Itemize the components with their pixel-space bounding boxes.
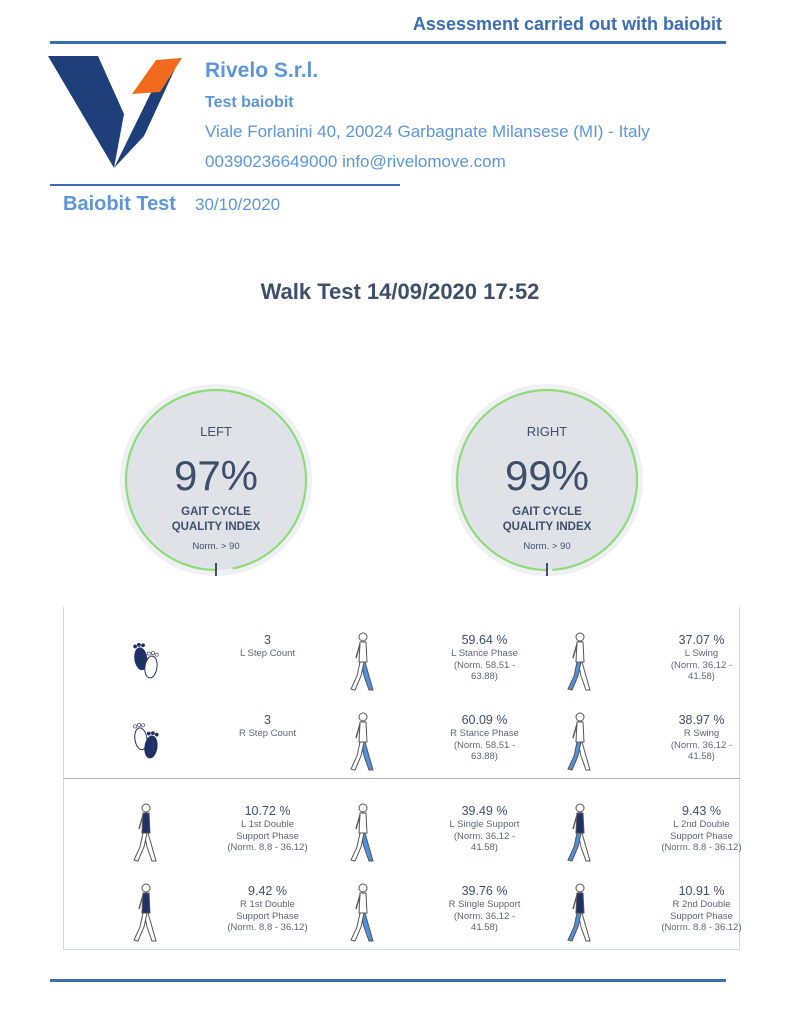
metric-text: [644, 803, 759, 854]
metric-text: [427, 712, 542, 763]
right-gauge: [449, 382, 645, 578]
company-logo: [48, 56, 182, 172]
company-contact: 00390236649000 info@rivelomove.com: [205, 152, 506, 171]
metric-value: 10.91 %: [678, 884, 725, 898]
metric-label: R Swing (Norm. 36.12 - 41.58): [670, 728, 733, 762]
metric-cell: [345, 712, 565, 784]
metric-cell: [345, 883, 565, 955]
metric-value: 3: [264, 713, 271, 727]
metric-text: [644, 712, 759, 763]
metric-cell: [345, 632, 565, 704]
company-address: Viale Forlanini 40, 20024 Garbagnate Milansese (MI) - Italy: [205, 122, 650, 141]
metric-cell: [128, 712, 348, 784]
left-gauge-value: 97%: [173, 452, 259, 499]
metric-text: [210, 883, 325, 934]
metric-value: 39.76 %: [461, 884, 508, 898]
metric-cell: [562, 712, 782, 784]
metric-text: [427, 883, 542, 934]
walking-figure-double-support-icon: [128, 883, 164, 945]
metric-label: R Single Support (Norm. 36.12 - 41.58): [448, 899, 521, 933]
metric-value: 10.72 %: [244, 804, 291, 818]
metric-value: 9.43 %: [682, 804, 721, 818]
right-gauge-label-line1: GAIT CYCLE: [512, 506, 582, 518]
metric-value: 59.64 %: [461, 633, 508, 647]
metric-cell: [562, 883, 782, 955]
report-header-title: Assessment carried out with baiobit: [412, 14, 722, 34]
metric-text: [210, 803, 325, 854]
metric-cell: [128, 803, 348, 875]
right-gauge-label-line2: QUALITY INDEX: [502, 521, 592, 533]
metric-label: R Stance Phase (Norm. 58.51 - 63.88): [450, 728, 519, 762]
left-gauge-label-line2: QUALITY INDEX: [171, 521, 261, 533]
right-gauge-value: 99%: [504, 452, 590, 499]
footprints-right-icon: [128, 712, 164, 774]
right-gauge-side: RIGHT: [526, 424, 568, 439]
metric-value: 9.42 %: [248, 884, 287, 898]
walking-figure-double-support-icon: [562, 803, 598, 865]
metric-cell: [128, 632, 348, 704]
metric-value: 3: [264, 633, 271, 647]
left-gauge-label-line1: GAIT CYCLE: [181, 506, 251, 518]
metric-label: L 1st Double Support Phase (Norm. 8.8 - 36.12): [227, 819, 308, 853]
metric-text: [427, 632, 542, 683]
metric-text: [427, 803, 542, 854]
walking-figure-swing-right-icon: [562, 712, 598, 774]
left-gauge: [118, 382, 314, 578]
metric-label: L Swing (Norm. 36.12 - 41.58): [670, 648, 733, 682]
left-gauge-norm: Norm. > 90: [192, 541, 240, 552]
walking-figure-swing-left-icon: [562, 632, 598, 694]
metric-label: R Step Count: [238, 728, 297, 739]
header-divider: [50, 41, 726, 44]
walking-figure-double-support-icon: [128, 803, 164, 865]
footprints-left-icon: [128, 632, 164, 694]
metric-label: L Stance Phase (Norm. 58.51 - 63.88): [451, 648, 518, 682]
metric-text: [210, 712, 325, 740]
metric-cell: [562, 803, 782, 875]
walking-figure-single-support-icon: [345, 883, 381, 945]
metric-text: [644, 632, 759, 683]
metric-cell: [128, 883, 348, 955]
right-gauge-norm: Norm. > 90: [523, 541, 571, 552]
test-label: Baiobit Test: [63, 193, 176, 215]
info-divider: [50, 184, 400, 186]
metric-value: 37.07 %: [678, 633, 725, 647]
company-name: Rivelo S.r.l.: [205, 59, 319, 82]
metric-label: R 1st Double Support Phase (Norm. 8.8 - 36.12): [227, 899, 308, 933]
metric-label: L Step Count: [239, 648, 296, 659]
test-date: 30/10/2020: [195, 195, 281, 214]
company-subtitle: Test baiobit: [205, 94, 294, 111]
left-gauge-side: LEFT: [200, 424, 232, 439]
metric-text: [644, 883, 759, 934]
metric-label: R 2nd Double Support Phase (Norm. 8.8 - 36.12): [661, 899, 742, 933]
metric-value: 60.09 %: [461, 713, 508, 727]
metric-cell: [345, 803, 565, 875]
metric-cell: [562, 632, 782, 704]
metric-value: 39.49 %: [461, 804, 508, 818]
footer-divider: [50, 979, 726, 982]
walking-figure-single-support-icon: [345, 803, 381, 865]
metric-value: 38.97 %: [678, 713, 725, 727]
metric-label: L Single Support (Norm. 36.12 - 41.58): [449, 819, 520, 853]
walking-figure-double-support-icon: [562, 883, 598, 945]
walk-test-title: Walk Test 14/09/2020 17:52: [260, 279, 540, 304]
metric-text: [210, 632, 325, 660]
metric-label: L 2nd Double Support Phase (Norm. 8.8 - 36.12): [661, 819, 742, 853]
walking-figure-stance-right-icon: [345, 712, 381, 774]
walking-figure-stance-left-icon: [345, 632, 381, 694]
